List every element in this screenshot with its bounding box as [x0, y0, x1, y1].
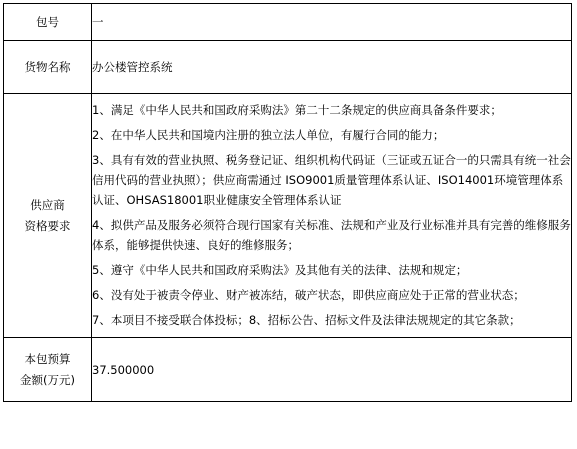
table-row-budget — [4, 338, 572, 402]
requirements-list — [92, 94, 571, 337]
requirement-item-2: 2、在中华人民共和国境内注册的独立法人单位，有履行合同的能力； — [92, 128, 445, 142]
supplier-qualifications-value — [92, 94, 572, 338]
requirement-item-1: 1、满足《中华人民共和国政府采购法》第二十二条规定的供应商具备条件要求； — [92, 103, 502, 117]
budget-value: 37.500000 — [92, 338, 572, 402]
budget-label-line-2: 金额(万元) — [20, 372, 75, 387]
requirement-item-7: 7、本项目不接受联合体投标；8、招标公告、招标文件及法律法规规定的其它条款； — [92, 313, 521, 327]
table-row-supplier-qualifications — [4, 94, 572, 338]
procurement-table — [3, 3, 572, 402]
package-no-value: 一 — [92, 4, 572, 41]
goods-name-value: 办公楼管控系统 — [92, 41, 572, 94]
requirement-item-5: 5、遵守《中华人民共和国政府采购法》及其他有关的法律、法规和规定； — [92, 263, 468, 277]
supplier-qualifications-label-line-1: 供应商 — [30, 197, 65, 212]
supplier-qualifications-label-line-2: 资格要求 — [24, 218, 71, 233]
budget-label-line-1: 本包预算 — [24, 351, 71, 366]
goods-name-label: 货物名称 — [4, 41, 92, 94]
requirement-item-3: 3、具有有效的营业执照、税务登记证、组织机构代码证（三证或五证合一的只需具有统一社会信用代码的营业执照）；供应商需通过 ISO9001质量管理体系认证、ISO14001环境管理体系认证、OHSAS18001职业健康安全管理体系认证 — [92, 153, 571, 207]
table-row-goods-name — [4, 41, 572, 94]
requirement-item-6: 6、没有处于被责令停业、财产被冻结，破产状态，即供应商应处于正常的营业状态； — [92, 288, 525, 302]
supplier-qualifications-label — [4, 94, 92, 338]
requirement-item-4: 4、拟供产品及服务必须符合现行国家有关标准、法规和产业及行业标准并具有完善的维修服务体系，能够提供快速、良好的维修服务； — [92, 218, 571, 252]
budget-label — [4, 338, 92, 402]
table-row-package-no — [4, 4, 572, 41]
package-no-label: 包号 — [4, 4, 92, 41]
